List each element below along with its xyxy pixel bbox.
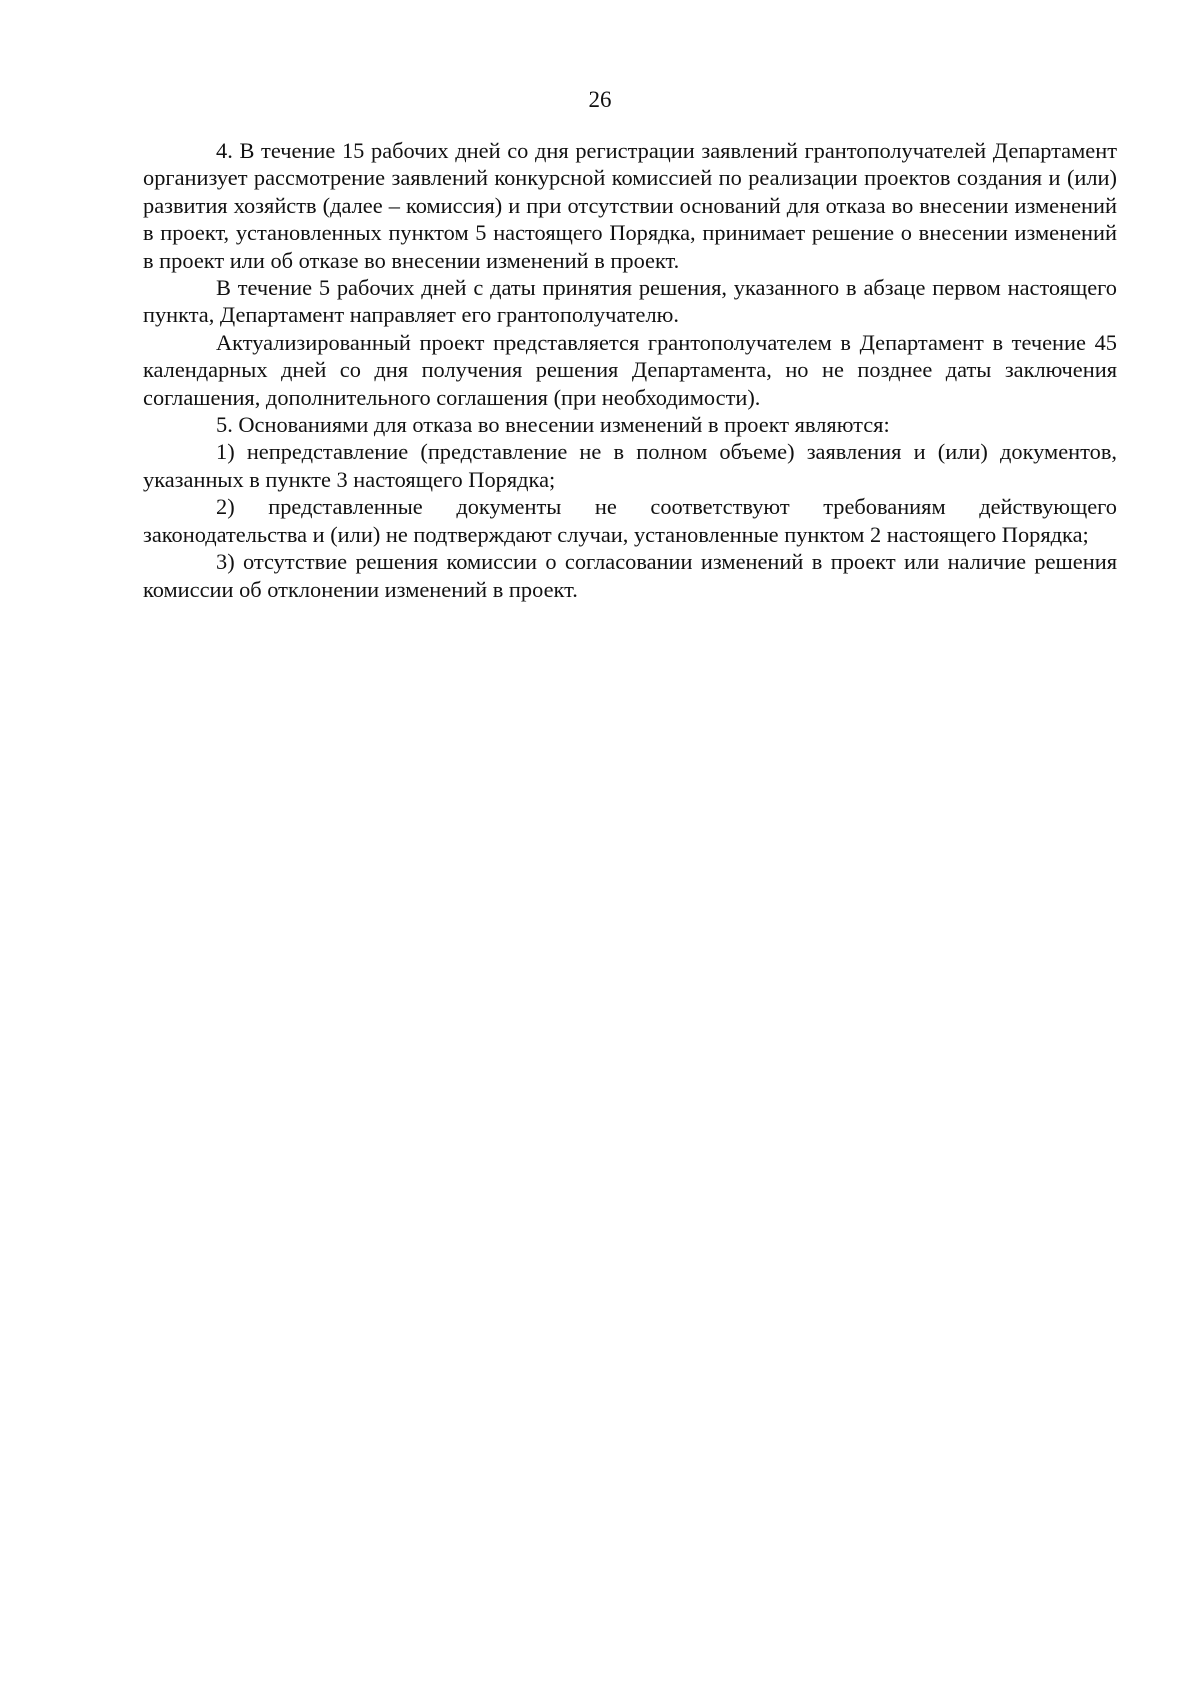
paragraph-decision-notice: В течение 5 рабочих дней с даты принятия решения, указанного в абзаце первом настоящего пункта, Департамент направляет его грантополучателю. [143,275,1117,328]
list-item-refusal-3: 3) отсутствие решения комиссии о согласовании изменений в проект или наличие решения комиссии об отклонении изменений в проект. [143,549,1117,602]
page-number: 26 [588,87,612,112]
paragraph-item-4: 4. В течение 15 рабочих дней со дня регистрации заявлений грантополучателей Департамент организует рассмотрение заявлений конкурсной комиссией по реализации проектов создания и (или) развития хозяйств (далее – комиссия) и при отсутствии оснований для отказа во внесении изменений в проект, установленных пунктом 5 настоящего Порядка, принимает решение о внесении изменений в проект или об отказе во внесении изменений в проект. [143,138,1117,273]
paragraph-item-5: 5. Основаниями для отказа во внесении изменений в проект являются: [216,412,890,438]
list-item-refusal-2: 2) представленные документы не соответствуют требованиям действующего законодательства и (или) не подтверждают случаи, установленные пунктом 2 настоящего Порядка; [143,494,1117,547]
document-body [143,137,1117,603]
list-item-refusal-1: 1) непредставление (представление не в полном объеме) заявления и (или) документов, указанных в пункте 3 настоящего Порядка; [143,439,1117,492]
paragraph-updated-project: Актуализированный проект представляется грантополучателем в Департамент в течение 45 календарных дней со дня получения решения Департамента, но не позднее даты заключения соглашения, дополнительного соглашения (при необходимости). [143,329,1117,410]
